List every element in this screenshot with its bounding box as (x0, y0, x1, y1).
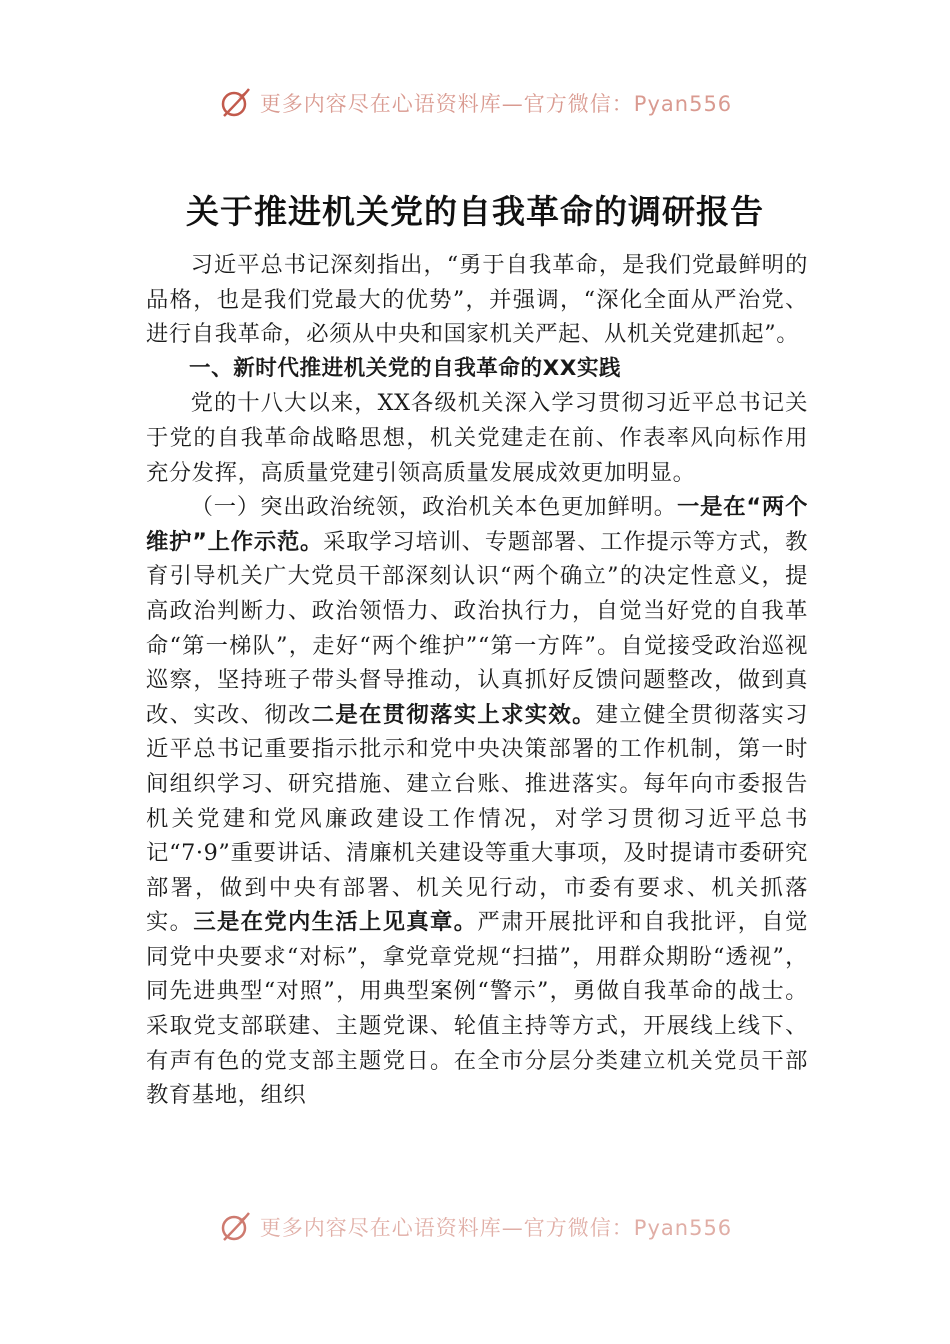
point-3-text: 严肃开展批评和自我批评，自觉同党中央要求“对标”，拿党章党规“扫描”，用群众期盼“透视”，同先进典型“对照”，用典型案例“警示”，勇做自我革命的战士。采取党支部联建、主题党课、轮值主持等方式，开展线上线下、有声有色的党支部主题党日。在全市分层分类建立机关党员干部教育基地，组织 (146, 909, 808, 1109)
feather-logo-icon (218, 1210, 252, 1244)
document-title: 关于推进机关党的自我革命的调研报告 (186, 192, 764, 231)
point-1-lead: 一是在“两个维护”上作示范。 (146, 494, 808, 555)
point-1-text: 采取学习培训、专题部署、工作提示等方式，教育引导机关广大党员干部深刻认识“两个确立”的决定性意义，提高政治判断力、政治领悟力、政治执行力，自觉当好党的自我革命“第一梯队”，走好“两个维护”“第一方阵”。自觉接受政治巡视巡察，坚持班子带头督导推动，认真抓好反馈问题整改，做到真改、实改、彻改 (146, 528, 808, 728)
watermark-text: 更多内容尽在心语资料库—官方微信：Pyan556 (259, 1216, 733, 1240)
point-2-text: 建立健全贯彻落实习近平总书记重要指示批示和党中央决策部署的工作机制，第一时间组织学习、研究措施、建立台账、推进落实。每年向市委报告机关党建和党风廉政建设工作情况，对学习贯彻习近平总书记“7·9”重要讲话、清廉机关建设等重大事项，及时提请市委研究部署，做到中央有部署、机关见行动，市委有要求、机关抓落实。 (146, 701, 809, 936)
intro-paragraph: 习近平总书记深刻指出，“勇于自我革命，是我们党最鲜明的品格，也是我们党最大的优势”，并强调，“深化全面从严治党、进行自我革命，必须从中央和国家机关严起、从机关党建抓起”。 (146, 252, 808, 348)
subsection-1-heading: （一）突出政治统领，政治机关本色更加鲜明。 (190, 494, 677, 521)
subsection-1-paragraph (146, 490, 808, 1113)
watermark-header (0, 86, 950, 120)
section-1-intro-paragraph: 党的十八大以来，XX各级机关深入学习贯彻习近平总书记关于党的自我革命战略思想，机关党建走在前、作表率风向标作用充分发挥，高质量党建引领高质量发展成效更加明显。 (146, 390, 808, 486)
point-2-lead: 二是在贯彻落实上求实效。 (311, 701, 596, 728)
section-1-heading: 一、新时代推进机关党的自我革命的XX实践 (189, 355, 622, 381)
feather-logo-icon (218, 86, 252, 120)
watermark-footer (0, 1210, 950, 1244)
document-body (146, 248, 808, 1113)
watermark-text: 更多内容尽在心语资料库—官方微信：Pyan556 (259, 92, 733, 116)
point-3-lead: 三是在党内生活上见真章。 (193, 909, 478, 936)
